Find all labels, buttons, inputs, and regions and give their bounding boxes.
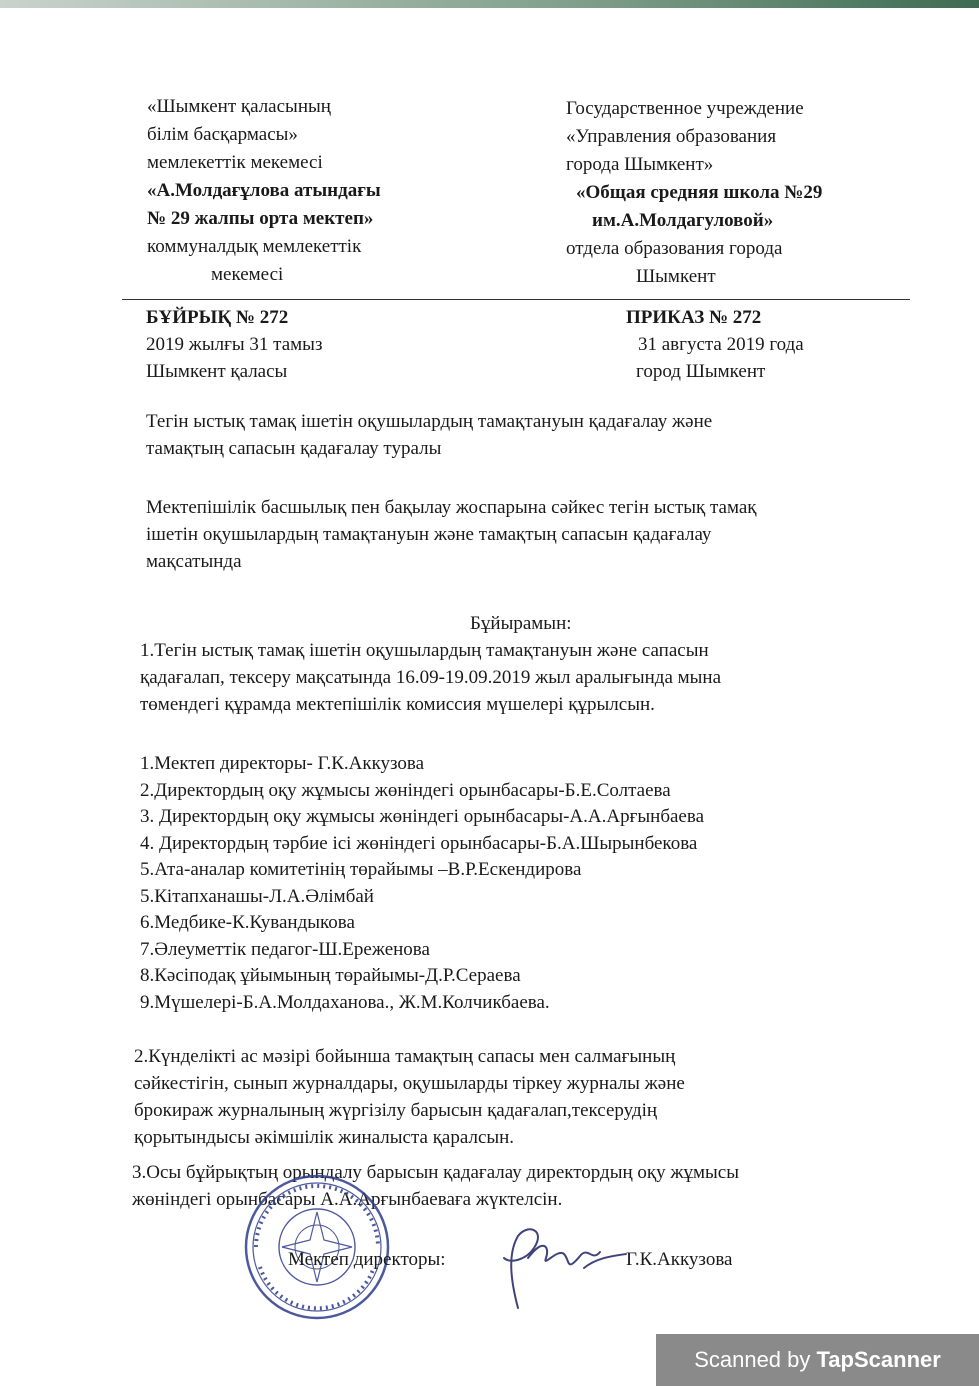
point-1 — [140, 637, 721, 718]
commission-members-list — [140, 751, 704, 1016]
point-2-line: қорытындысы әкімшілік жиналыста қаралсын. — [134, 1127, 515, 1148]
scanner-prefix: Scanned by — [694, 1347, 817, 1372]
director-name: Г.К.Аккузова — [626, 1249, 733, 1270]
point-2-line: сәйкестігін, сынып журналдары, оқушыларды тіркеу журналы және — [134, 1073, 685, 1094]
handwritten-signature-icon — [488, 1218, 628, 1313]
list-item: 8.Кәсіподақ ұйымының төрайымы-Д.Р.Сераева — [140, 965, 521, 986]
point-1-line: 1.Тегін ыстық тамақ ішетін оқушылардың тамақтануын және сапасын — [140, 640, 709, 661]
preamble-line: ішетін оқушылардың тамақтануын және тамақтың сапасын қадағалау — [146, 524, 712, 545]
header-left-line: № 29 жалпы орта мектеп» — [147, 208, 374, 229]
header-left-line: мекемесі — [211, 264, 284, 285]
header-right-line: города Шымкент» — [566, 154, 714, 175]
list-item: 5.Кітапханашы-Л.А.Әлімбай — [140, 885, 374, 907]
list-item: 3. Директордың оқу жұмысы жөніндегі орынбасары-А.А.Арғынбаева — [140, 806, 705, 827]
list-item: 5.Ата-аналар комитетінің төрайымы –В.Р.Ескендирова — [140, 859, 582, 880]
header-right-line: «Управления образования — [566, 126, 777, 147]
header-right-line: отдела образования города — [566, 238, 783, 259]
order-subject — [146, 408, 712, 462]
order-right — [626, 304, 804, 385]
list-item: 2.Директордың оқу жұмысы жөніндегі орынбасары-Б.Е.Солтаева — [140, 779, 671, 801]
order-city: город Шымкент — [636, 361, 766, 382]
point-3-line: 3.Осы бұйрықтың орындалу барысын қадағалау директордың оқу жұмысы — [132, 1162, 740, 1183]
header-right-line: им.А.Молдагуловой» — [592, 210, 774, 231]
header-left-line: «Шымкент қаласының — [147, 96, 331, 117]
order-left — [146, 304, 322, 385]
header-left-line: коммуналдық мемлекеттік — [147, 236, 362, 257]
subject-line: тамақтың сапасын қадағалау туралы — [146, 438, 442, 459]
header-divider — [122, 299, 910, 300]
preamble-line: мақсатында — [146, 551, 242, 572]
subject-line: Тегін ыстық тамақ ішетін оқушылардың тамақтануын қадағалау және — [146, 411, 713, 432]
header-right-line: Государственное учреждение — [566, 98, 804, 119]
point-1-line: қадағалап, тексеру мақсатында 16.09-19.09.2019 жыл аралығында мына — [140, 667, 722, 688]
point-2-line: 2.Күнделікті ас мәзірі бойынша тамақтың сапасы мен салмағының — [134, 1046, 676, 1067]
order-city: Шымкент қаласы — [146, 361, 288, 382]
order-date: 31 августа 2019 года — [638, 334, 804, 355]
preamble — [146, 494, 757, 575]
header-right-line: «Общая средняя школа №29 — [576, 182, 823, 203]
order-word: Бұйырамын: — [470, 613, 572, 634]
point-2 — [134, 1043, 685, 1151]
point-3 — [132, 1159, 739, 1213]
preamble-line: Мектепішілік басшылық пен бақылау жоспарына сәйкес тегін ыстық тамақ — [146, 497, 757, 518]
list-item: 4. Директордың тәрбие ісі жөніндегі орынбасары-Б.А.Шырынбекова — [140, 832, 698, 854]
point-2-line: брокираж журналының жүргізілу барысын қадағалап,тексерудің — [134, 1100, 658, 1121]
list-item: 9.Мүшелері-Б.А.Молдаханова., Ж.М.Колчикбаева. — [140, 991, 550, 1013]
scanner-brand: TapScanner — [816, 1347, 941, 1372]
order-title: БҰЙРЫҚ № 272 — [146, 307, 289, 328]
point-3-line: жөніндегі орынбасары А.А.Арғынбаеваға жүктелсін. — [132, 1189, 563, 1210]
list-item: 7.Әлеуметтік педагог-Ш.Ереженова — [140, 938, 430, 960]
header-left — [147, 93, 381, 289]
order-date: 2019 жылғы 31 тамыз — [146, 334, 323, 355]
list-item: 6.Медбике-К.Кувандыкова — [140, 912, 355, 933]
list-item: 1.Мектеп директоры- Г.К.Аккузова — [140, 753, 425, 774]
scanner-watermark — [656, 1334, 979, 1386]
director-signature-label: Мектеп директоры: — [288, 1249, 446, 1270]
header-right — [566, 95, 822, 291]
header-left-line: «А.Молдағұлова атындағы — [147, 180, 381, 201]
header-left-line: мемлекеттік мекемесі — [147, 152, 323, 173]
header-right-line: Шымкент — [636, 266, 716, 287]
order-title: ПРИКАЗ № 272 — [626, 307, 762, 328]
point-1-line: төмендегі құрамда мектепішілік комиссия мүшелері құрылсын. — [140, 694, 655, 715]
header-left-line: білім басқармасы» — [147, 124, 298, 145]
